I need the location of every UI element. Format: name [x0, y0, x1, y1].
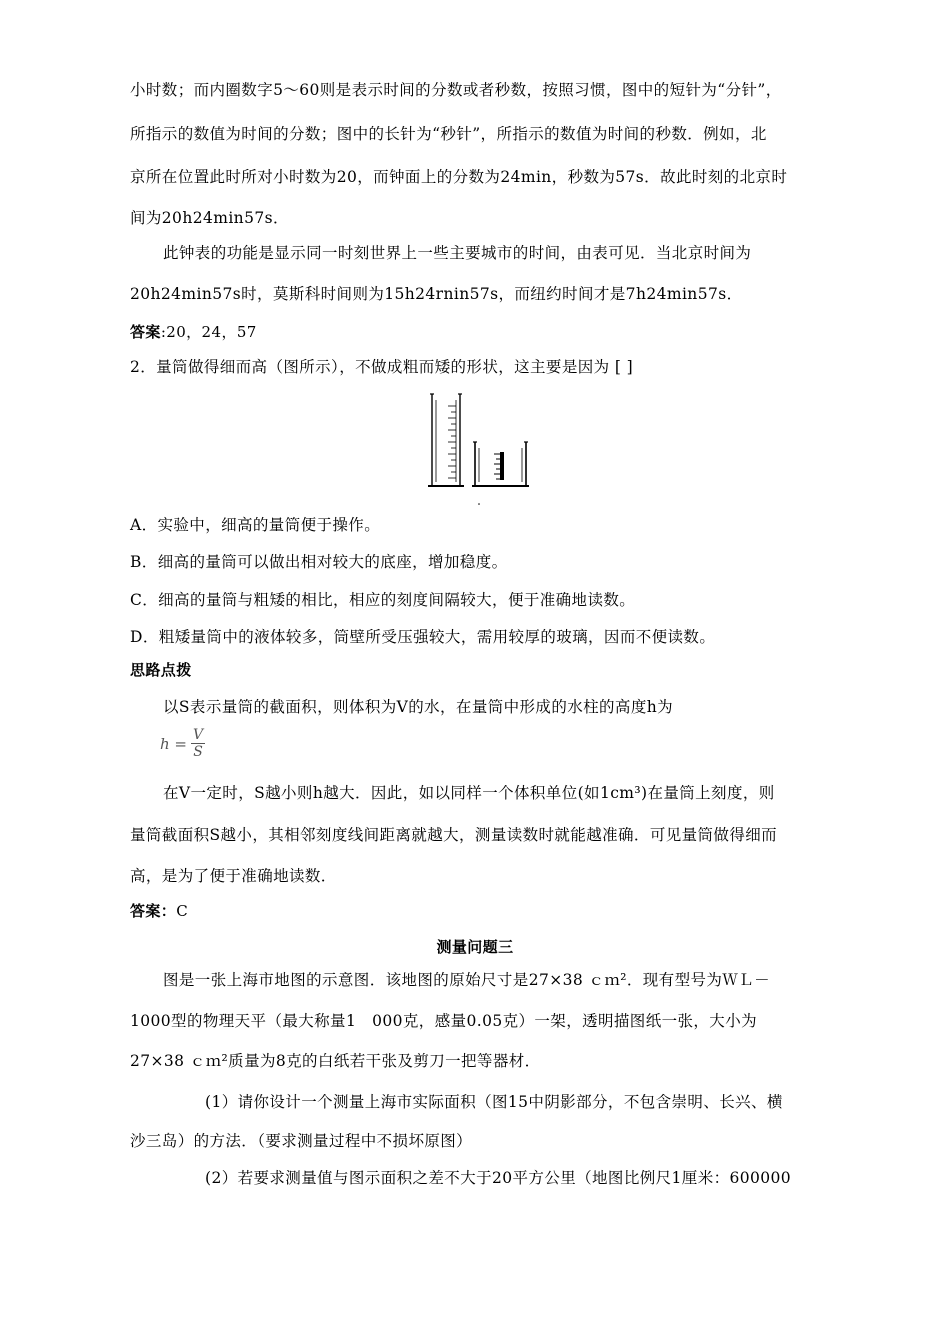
formula-numerator: V [192, 727, 204, 743]
hint-line4: 高，是为了便于准确地读数． [130, 867, 337, 885]
formula-lhs: h = [160, 734, 187, 753]
answer1 [130, 322, 820, 342]
formula-h-equals-v-over-s [160, 728, 205, 759]
para2-line2: 20h24min57s时，莫斯科时间则为15h24rnin57s，而纽约时间才是7h24min57s． [130, 285, 743, 303]
answer1-value: :20，24，57 [160, 323, 257, 341]
formula-denominator: S [193, 744, 203, 760]
section3-q1-line2: 沙三岛）的方法．（要求测量过程中不损坏原图） [130, 1132, 473, 1150]
short-cylinder-icon [472, 442, 529, 486]
section3-title: 测量问题三 [436, 938, 514, 956]
answer2-label: 答案： [130, 902, 177, 920]
formula-fraction [191, 728, 205, 759]
hint-line3: 量筒截面积S越小，其相邻刻度线间距离就越大，测量读数时就能越准确．可见量筒做得细而 [130, 826, 778, 844]
option-c: C．细高的量筒与粗矮的相比，相应的刻度间隔较大，便于准确地读数。 [130, 591, 636, 609]
measuring-cylinders-figure [428, 392, 530, 507]
option-b: B．细高的量筒可以做出相对较大的底座，增加稳度。 [130, 553, 508, 571]
para2-line1: 此钟表的功能是显示同一时刻世界上一些主要城市的时间，由表可见．当北京时间为 [163, 244, 752, 262]
question2-stem: 2．量筒做得细而高（图所示），不做成粗而矮的形状，这主要是因为 [ ] [130, 358, 634, 376]
para1-line1: 小时数；而内圈数字5～60则是表示时间的分数或者秒数，按照习惯，图中的短针为“分针”， [130, 81, 782, 99]
section3-q1-line1: (1）请你设计一个测量上海市实际面积（图15中阴影部分，不包含崇明、长兴、横 [205, 1093, 783, 1111]
tall-cylinder-icon [428, 394, 464, 486]
answer1-label: 答案 [130, 323, 161, 341]
option-d: D．粗矮量筒中的液体较多，筒壁所受压强较大，需用较厚的玻璃，因而不便读数。 [130, 628, 716, 646]
para1-line2: 所指示的数值为时间的分数；图中的长针为“秒针”，所指示的数值为时间的秒数．例如，北 [130, 125, 767, 143]
para1-line3: 京所在位置此时所对小时数为20，而钟面上的分数为24min，秒数为57s．故此时刻的北京时 [130, 168, 788, 186]
answer2-value: C [176, 902, 189, 920]
hint-title: 思路点拨 [130, 661, 192, 679]
option-a: A．实验中，细高的量筒便于操作。 [130, 516, 381, 534]
hint-line2: 在V一定时，S越小则h越大．因此，如以同样一个体积单位(如1cm³)在量筒上刻度，则 [163, 784, 775, 802]
para1-line4: 间为20h24min57s． [130, 209, 289, 227]
section3-line1: 图是一张上海市地图的示意图．该地图的原始尺寸是27×38 ｃｍ²．现有型号为ＷＬ－ [163, 971, 770, 989]
hint-line1: 以S表示量筒的截面积，则体积为V的水，在量筒中形成的水柱的高度h为 [163, 698, 673, 716]
answer2 [130, 901, 820, 921]
section3-line2: 1000型的物理天平（最大称量1 000克，感量0.05克）一架，透明描图纸一张，大小为 [130, 1012, 758, 1030]
section3-q2-line1: (2）若要求测量值与图示面积之差不大于20平方公里（地图比例尺1厘米：600000 [205, 1169, 792, 1187]
section3-line3: 27×38 ｃｍ²质量为8克的白纸若干张及剪刀一把等器材． [130, 1052, 541, 1070]
